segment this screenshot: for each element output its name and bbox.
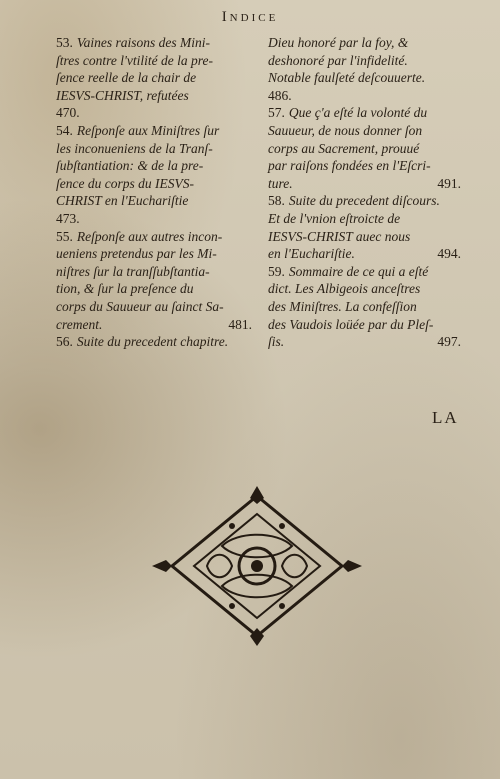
entry-line: Sommaire de ce qui a eſté <box>288 263 429 279</box>
entry-page: 481. <box>228 316 252 332</box>
entry-line: Suite du precedent chapitre. <box>76 334 229 350</box>
ornament-scroll <box>207 555 232 578</box>
entry-page: 497. <box>437 334 461 350</box>
ornament-dot <box>251 560 263 572</box>
ornament-scroll <box>222 535 292 558</box>
entry-line: crement. <box>56 316 103 332</box>
entry-number: 53. <box>56 35 73 50</box>
entry-line: en l'Euchariſtie. <box>268 246 355 262</box>
entry-page: 470. <box>56 105 80 121</box>
ornament-finial <box>152 560 172 572</box>
entry-number: 56. <box>56 334 73 350</box>
catchword: LA <box>432 408 459 427</box>
index-column-right <box>268 34 465 351</box>
index-entry-57 <box>268 104 465 192</box>
entry-line: corps au Sacrement, prouué <box>268 140 420 156</box>
entry-line: Et de l'vnion eſtroicte de <box>268 210 401 226</box>
entry-line: les inconueniens de la Tranſ- <box>56 140 213 156</box>
entry-line: Notable faulſeté deſcouuerte. <box>268 70 426 86</box>
entry-line: des Vaudois loüée par du Pleſ- <box>268 316 434 332</box>
ornament-dot <box>279 523 285 529</box>
entry-page: 494. <box>437 246 461 262</box>
entry-page: 491. <box>437 175 461 191</box>
index-entry-58 <box>268 192 465 262</box>
entry-line: ſis. <box>268 334 285 350</box>
entry-line: corps du Sauueur au ſainct Sa- <box>56 298 224 314</box>
ornament-scroll <box>282 555 307 578</box>
entry-line: Suite du precedent diſcours. <box>288 193 440 209</box>
index-column-left <box>56 34 256 351</box>
index-entry-59 <box>268 263 465 351</box>
entry-number: 54. <box>56 122 73 138</box>
entry-line: ſtres contre l'vtilité de la pre- <box>56 52 213 68</box>
entry-number: 55. <box>56 228 73 244</box>
entry-line: ſubſtantiation: & de la pre- <box>56 158 204 174</box>
ornament-scroll <box>222 575 292 598</box>
entry-line: par raiſons fondées en l'Eſcri- <box>268 158 431 174</box>
ornament-dot <box>229 603 235 609</box>
index-entry-56 <box>56 333 256 351</box>
entry-line: Sauueur, de nous donner ſon <box>268 122 423 138</box>
entry-line: Dieu honoré par la foy, & <box>268 35 409 50</box>
entry-line: deshonoré par l'infidelité. <box>268 52 408 68</box>
entry-number: 58. <box>268 193 285 209</box>
entry-number: 59. <box>268 263 285 279</box>
entry-line: Vaines raisons des Mini- <box>76 35 210 50</box>
entry-line: CHRIST en l'Euchariſtie <box>56 193 189 209</box>
entry-line: Que ç'a eſté la volonté du <box>288 105 428 121</box>
entry-page: 473. <box>56 210 80 226</box>
index-entry-53 <box>56 34 256 122</box>
entry-line: ueniens pretendus par les Mi- <box>56 246 217 262</box>
entry-line: ſence reelle de la chair de <box>56 70 197 86</box>
running-header: Indice <box>221 9 279 25</box>
entry-line: Reſponſe aux Miniſtres ſur <box>76 122 220 138</box>
ornament-dot <box>279 603 285 609</box>
index-entry-54 <box>56 122 256 228</box>
entry-line: ſence du corps du IESVS- <box>56 175 194 191</box>
entry-line: tion, & ſur la preſence du <box>56 281 194 297</box>
index-entry-55 <box>56 228 256 334</box>
printer-ornament <box>152 486 362 646</box>
ornament-dot <box>229 523 235 529</box>
entry-line: des Miniſtres. La confeſſion <box>268 298 417 314</box>
entry-line: IESVS-CHRIST, refutées <box>56 87 189 103</box>
entry-number: 57. <box>268 105 285 121</box>
ornament-finial <box>342 560 362 572</box>
entry-line: dict. Les Albigeois anceſtres <box>268 281 421 297</box>
index-entry-56-continued <box>268 34 465 104</box>
entry-line: ture. <box>268 175 293 191</box>
entry-line: Reſponſe aux autres incon- <box>76 228 223 244</box>
entry-line: IESVS-CHRIST auec nous <box>268 228 411 244</box>
entry-page: 486. <box>268 87 292 103</box>
entry-line: niſtres ſur la tranſſubſtantia- <box>56 263 210 279</box>
